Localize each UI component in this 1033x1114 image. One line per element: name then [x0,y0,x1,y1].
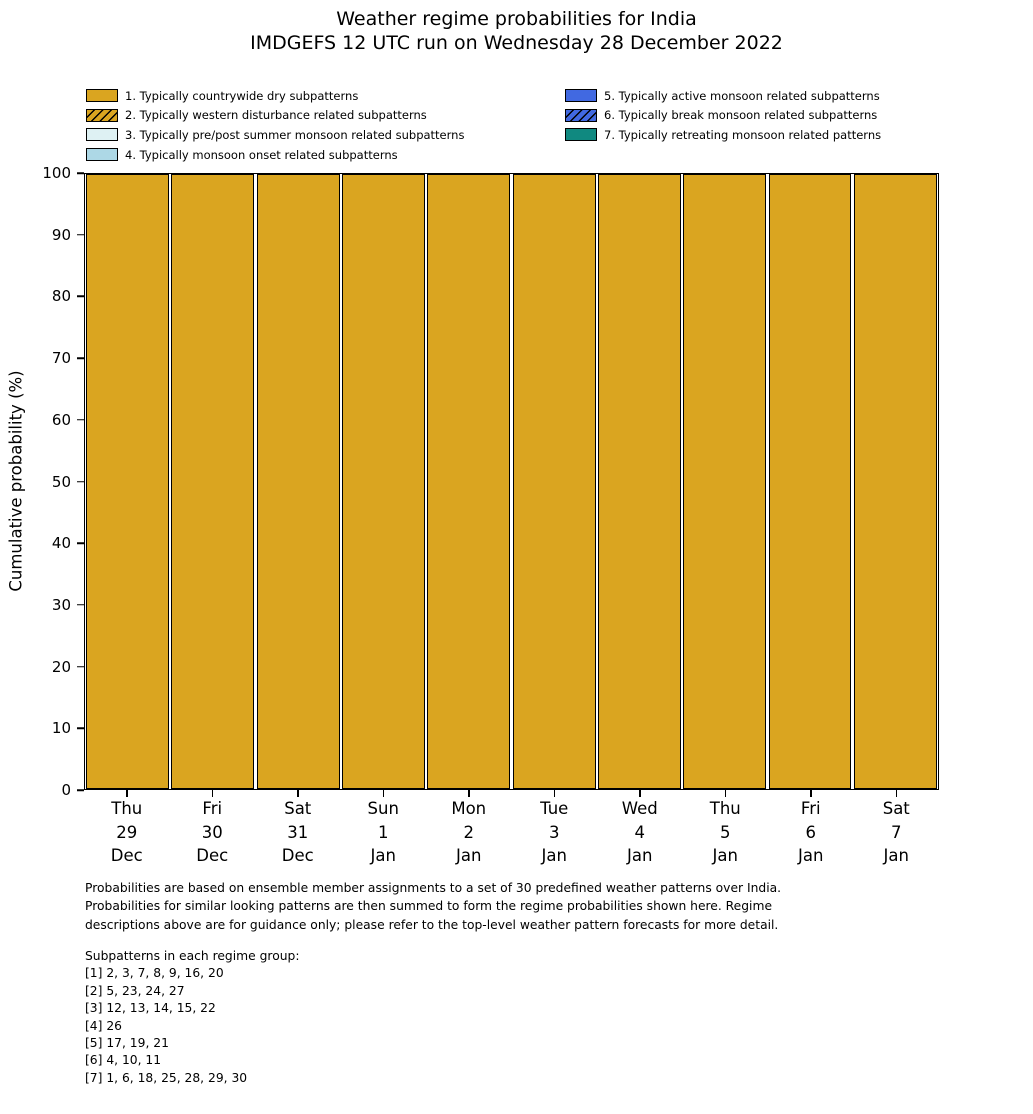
x-tick-label: Jan [798,846,824,865]
legend-item-label: 4. Typically monsoon onset related subpatterns [125,147,398,162]
x-tick-group [341,790,427,868]
x-tick-label: Fri [202,799,223,818]
x-tick-group [597,790,683,868]
bar-segment [257,174,340,789]
legend-column-right [565,86,881,145]
x-tick-group [255,790,341,868]
x-tick-label: Sat [284,799,312,818]
y-tick-label: 10 [51,719,71,738]
y-tick-mark [77,296,84,298]
x-tick-label: Mon [451,799,487,818]
legend-swatch-icon [565,128,597,141]
y-tick-label: 100 [42,164,71,182]
y-tick-label: 90 [51,225,71,244]
x-tick-label: 1 [378,822,389,842]
legend-item [565,106,881,126]
y-tick-label: 60 [51,410,71,429]
bar-slot [256,174,341,789]
x-tick-label: Wed [621,799,658,818]
x-tick-label: Jan [883,846,909,865]
subpattern-line: [7] 1, 6, 18, 25, 28, 29, 30 [85,1070,248,1085]
legend-item-label: 3. Typically pre/post summer monsoon related subpatterns [125,127,465,142]
legend-item [86,106,464,126]
subpattern-line: [3] 12, 13, 14, 15, 22 [85,1001,216,1016]
bar-segment [86,174,169,789]
y-axis [0,164,84,799]
subpatterns-heading: Subpatterns in each regime group: [85,949,300,963]
x-tick-group [426,790,512,868]
x-tick-label: Jan [370,846,396,865]
x-tick-group [512,790,598,868]
y-tick-label: 70 [51,349,71,368]
chart-subtitle: IMDGEFS 12 UTC run on Wednesday 28 December 2022 [250,32,783,54]
x-tick-label: 5 [720,822,731,842]
x-tick-mark [468,790,470,797]
x-tick-mark [126,790,128,797]
bar-slot [170,174,255,789]
y-tick-mark [77,172,84,174]
x-axis [84,790,939,868]
bar-segment [342,174,425,789]
bar-slot [85,174,170,789]
x-tick-mark [810,790,812,797]
y-tick-label: 50 [51,472,71,491]
x-tick-group [84,790,170,868]
y-tick-mark [77,357,84,359]
x-tick-label: 6 [805,822,816,842]
y-tick-label: 30 [51,595,71,614]
x-tick-label: Jan [541,846,567,865]
bar-segment [854,174,937,789]
x-tick-mark [639,790,641,797]
footer-paragraph [85,879,781,934]
bar-segment [683,174,766,789]
x-tick-mark [725,790,727,797]
legend-item [565,86,881,106]
x-tick-label: Sun [367,799,399,818]
x-tick-label: 4 [634,822,645,842]
x-tick-label: 7 [891,822,902,842]
x-tick-mark [383,790,385,797]
x-tick-label: Thu [111,799,143,818]
legend-swatch-icon [86,148,118,161]
y-tick-mark [77,728,84,730]
x-tick-label: Fri [800,799,821,818]
y-tick-mark [77,542,84,544]
x-tick-label: Thu [709,799,741,818]
bar-slot [853,174,938,789]
legend-item-label: 6. Typically break monsoon related subpatterns [604,108,878,123]
legend-item [565,125,881,145]
x-tick-mark [297,790,299,797]
legend-item-label: 2. Typically western disturbance related subpatterns [125,108,427,123]
x-tick-label: Jan [627,846,653,865]
x-tick-label: 31 [287,822,309,842]
x-tick-label: Dec [196,846,229,865]
y-tick-label: 80 [51,287,71,306]
bar-slot [426,174,511,789]
x-tick-group [854,790,940,868]
bar-slot [597,174,682,789]
y-tick-mark [77,789,84,791]
bar-segment [171,174,254,789]
x-tick-label: Jan [712,846,738,865]
bar-segment [427,174,510,789]
bar-segment [513,174,596,789]
subpatterns-block [85,948,299,1087]
bar-segment [598,174,681,789]
x-tick-group [170,790,256,868]
chart-title: Weather regime probabilities for India [336,8,697,30]
y-tick-label: 40 [51,534,71,553]
x-tick-label: Jan [456,846,482,865]
footer-line: Probabilities for similar looking patterns are then summed to form the regime probabilities shown here. Regime [85,899,773,914]
legend-swatch-icon [565,109,597,122]
bar-slot [511,174,596,789]
bar-segment [769,174,852,789]
subpatterns-list [85,965,299,1087]
legend-item-label: 5. Typically active monsoon related subpatterns [604,88,880,103]
bar-slot [767,174,852,789]
subpattern-line: [6] 4, 10, 11 [85,1053,162,1068]
legend-swatch-icon [565,89,597,102]
plot-area [84,173,939,790]
legend-item [86,145,464,165]
x-tick-label: 3 [549,822,560,842]
x-tick-group [768,790,854,868]
x-tick-label: 2 [463,822,474,842]
y-axis-label: Cumulative probability (%) [6,370,26,592]
footer-line: descriptions above are for guidance only; please refer to the top-level weather pattern forecasts for more detail. [85,917,779,932]
y-tick-mark [77,604,84,606]
bar-slot [341,174,426,789]
subpattern-line: [5] 17, 19, 21 [85,1036,169,1051]
x-tick-mark [896,790,898,797]
x-tick-group [683,790,769,868]
bar-slot [682,174,767,789]
y-tick-mark [77,234,84,236]
x-tick-mark [212,790,214,797]
x-tick-label: Dec [110,846,143,865]
x-tick-label: Dec [281,846,314,865]
subpattern-line: [4] 26 [85,1018,122,1033]
y-tick-label: 20 [51,657,71,676]
x-tick-label: Sat [882,799,910,818]
x-tick-label: 29 [116,822,138,842]
y-tick-mark [77,419,84,421]
legend-column-left [86,86,464,164]
subpattern-line: [2] 5, 23, 24, 27 [85,983,185,998]
legend-item-label: 7. Typically retreating monsoon related patterns [604,127,882,142]
legend-item [86,125,464,145]
legend-swatch-icon [86,109,118,122]
y-tick-mark [77,666,84,668]
footer-line: Probabilities are based on ensemble member assignments to a set of 30 predefined weather patterns over India. [85,881,782,895]
title-block [0,7,1033,55]
subpattern-line: [1] 2, 3, 7, 8, 9, 16, 20 [85,966,224,981]
legend-swatch-icon [86,128,118,141]
x-tick-mark [554,790,556,797]
legend-swatch-icon [86,89,118,102]
legend-item-label: 1. Typically countrywide dry subpatterns [125,88,359,103]
y-tick-mark [77,481,84,483]
x-tick-label: 30 [201,822,223,842]
legend-item [86,86,464,106]
y-tick-label: 0 [61,781,71,799]
x-tick-label: Tue [540,799,569,818]
